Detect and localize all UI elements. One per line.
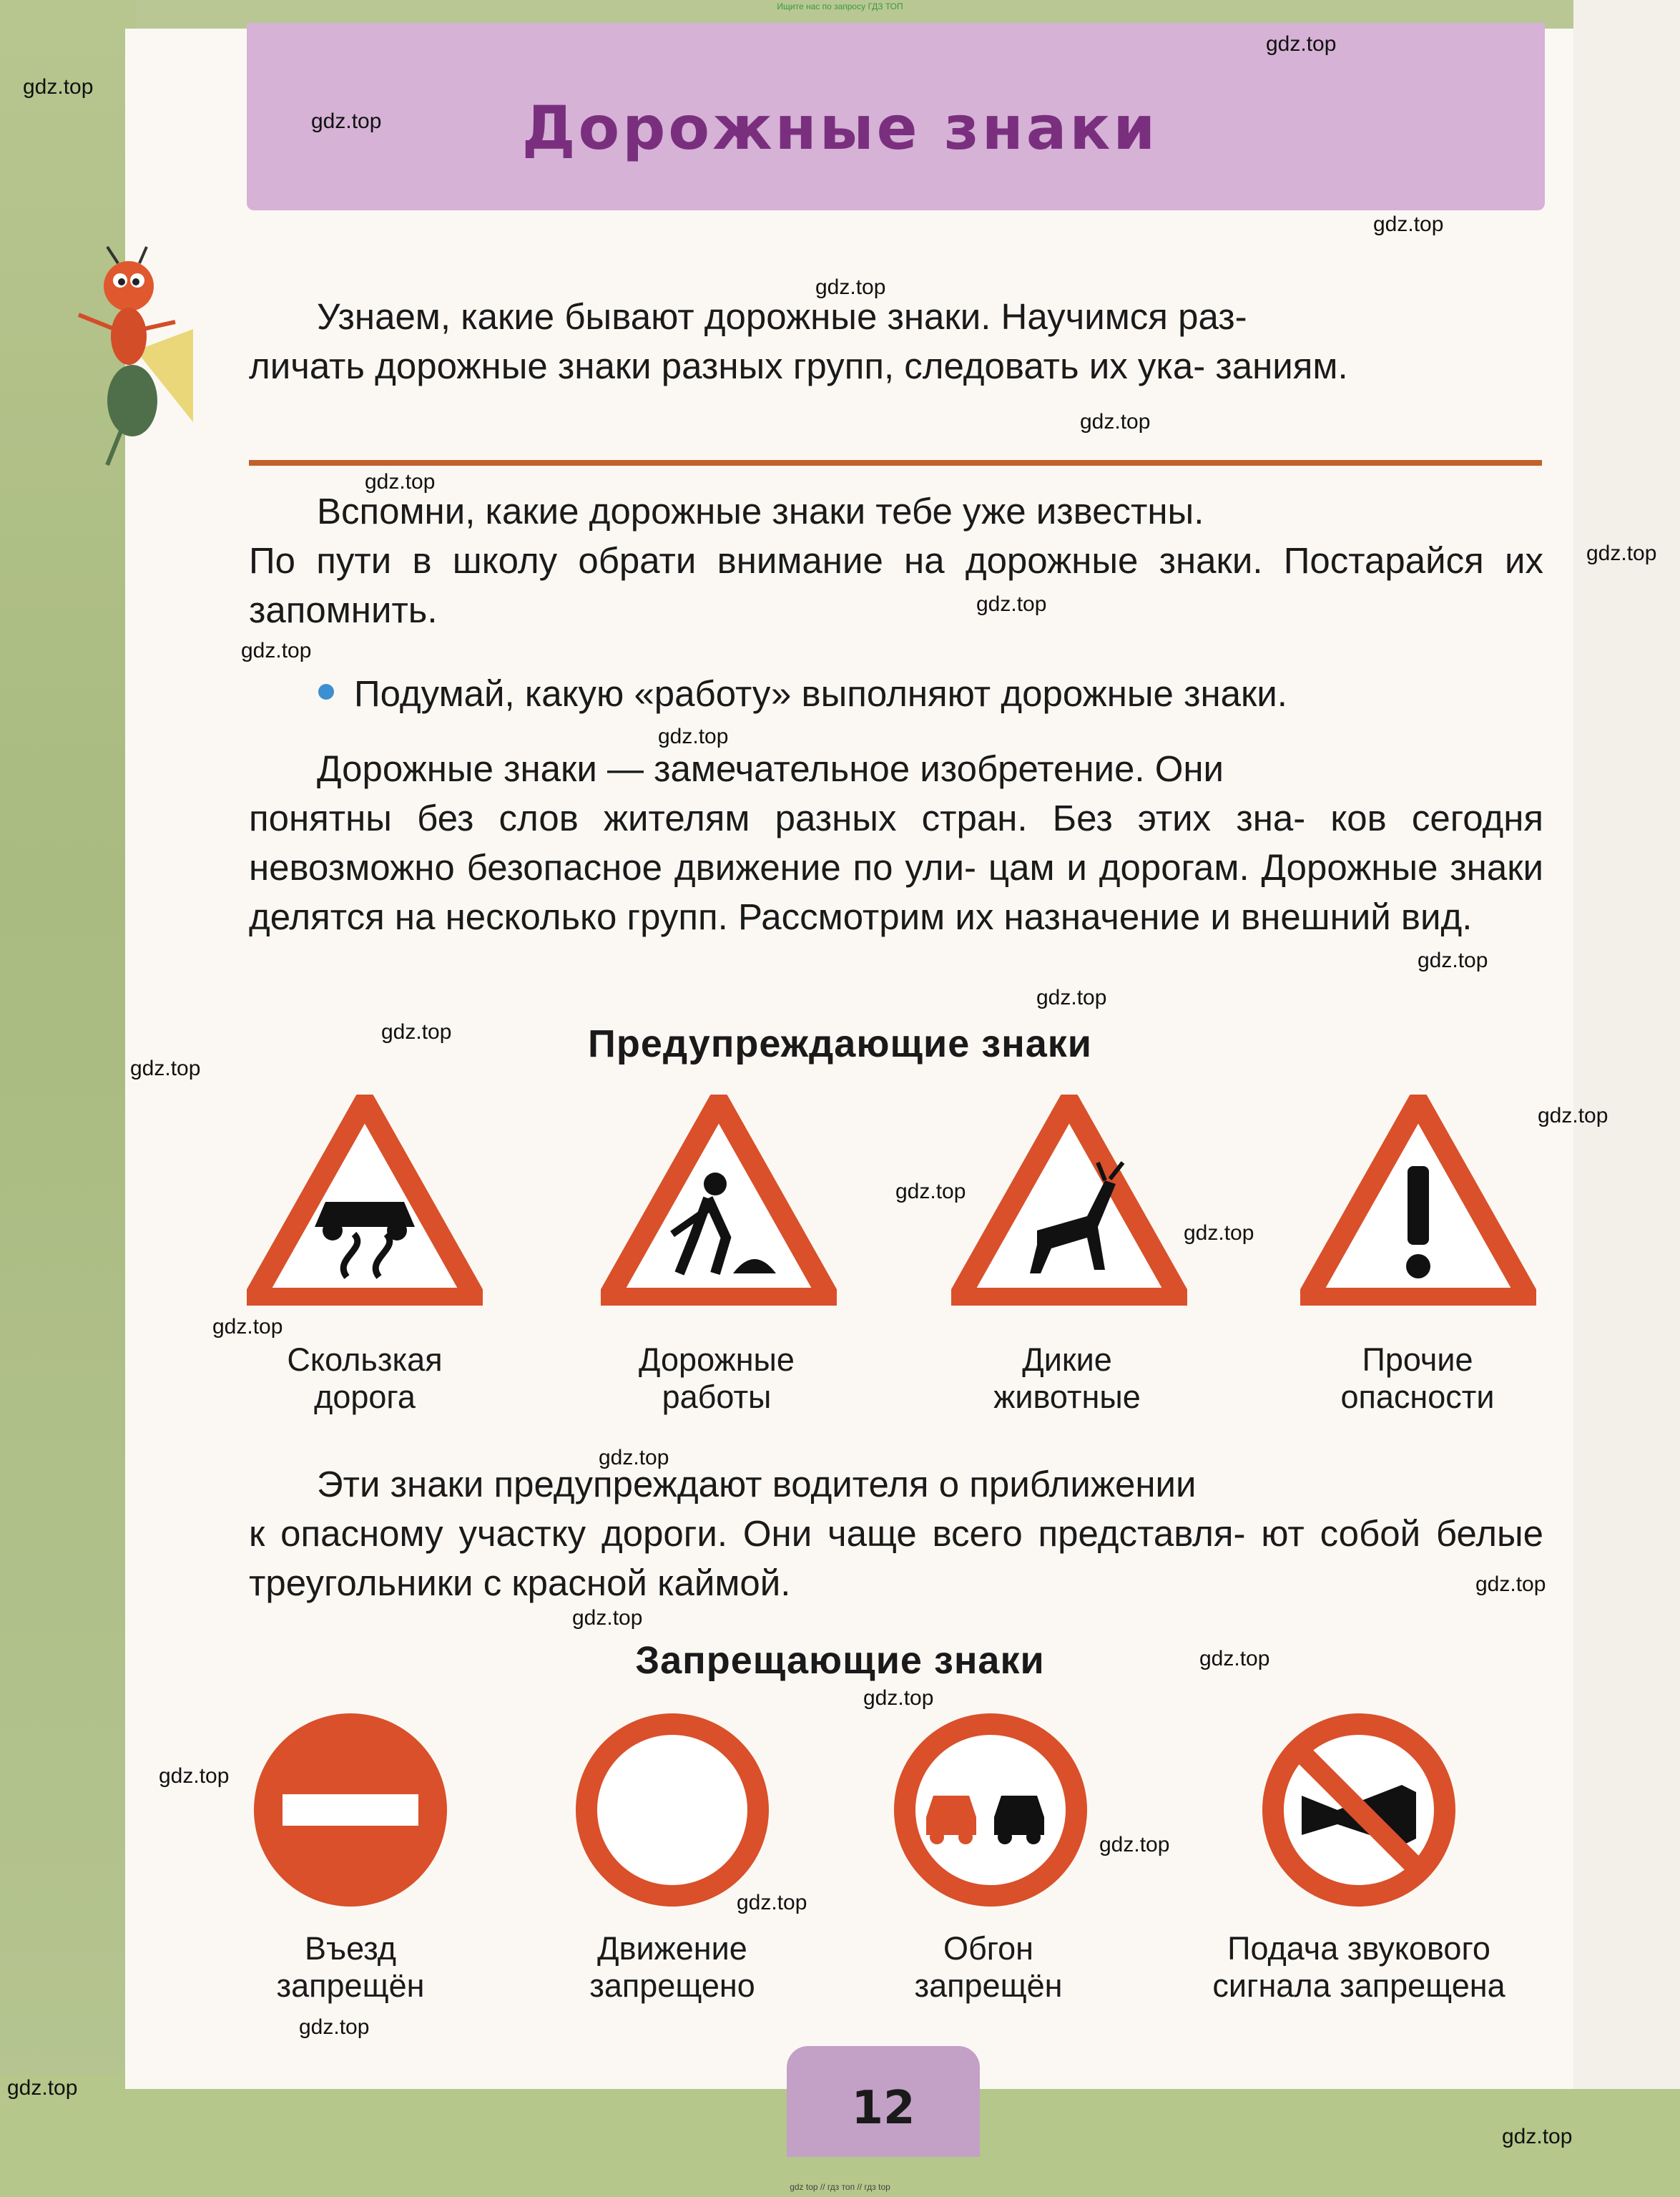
watermark: gdz.top <box>1184 1221 1254 1245</box>
watermark: gdz.top <box>159 1764 230 1788</box>
intro-paragraph: Узнаем, какие бывают дорожные знаки. Научимся раз- личать дорожные знаки разных групп, следовать их ука- заниям. <box>249 296 1348 386</box>
watermark: gdz.top <box>311 109 382 133</box>
watermark: gdz.top <box>1586 542 1657 565</box>
divider-rule <box>249 460 1542 466</box>
watermark: gdz.top <box>976 592 1047 616</box>
watermark: gdz.top <box>815 275 886 299</box>
watermark: gdz.top <box>1373 212 1444 236</box>
watermark: gdz.top <box>130 1057 201 1080</box>
slippery-road-icon <box>247 1095 483 1306</box>
wild-animals-icon <box>951 1095 1187 1306</box>
watermark: gdz.top <box>599 1446 669 1469</box>
watermark: gdz.top <box>1538 1104 1608 1127</box>
warning-section-title: Предупреждающие знаки <box>588 1022 1092 1065</box>
recall-paragraph: Вспомни, какие дорожные знаки тебе уже известны. По пути в школу обрати внимание на дорожные знаки. Постарайся их запомнить. <box>249 491 1543 630</box>
watermark: gdz.top <box>1080 410 1151 434</box>
watermark: gdz.top <box>572 1606 643 1630</box>
watermark: gdz.top <box>1475 1572 1546 1596</box>
watermark: gdz.top <box>1199 1647 1270 1670</box>
caption-no-entry: Въезд запрещён <box>276 1930 425 2004</box>
ant-mascot-illustration <box>50 243 193 472</box>
watermark: gdz.top <box>365 470 436 494</box>
watermark: gdz.top <box>241 639 312 662</box>
watermark: gdz.top <box>1036 986 1107 1009</box>
caption-wild-animals: Дикие животные <box>993 1341 1141 1415</box>
bottom-note: gdz top // гдз топ // гдз top <box>790 2182 890 2192</box>
exclamation-icon <box>1300 1095 1536 1306</box>
watermark: gdz.top <box>895 1180 966 1203</box>
caption-no-horn: Подача звукового сигнала запрещена <box>1212 1930 1505 2004</box>
watermark: gdz.top <box>212 1315 283 1339</box>
watermark: gdz.top <box>863 1686 934 1710</box>
watermark: gdz.top <box>1266 32 1337 56</box>
watermark: gdz.top <box>658 725 729 748</box>
explain-paragraph: Дорожные знаки — замечательное изобретение. Они понятны без слов жителям разных стран. Без этих зна- ков сегодня невозможно безопасное движение по ули- цам и дорогам. Дорожные знаки делятся на несколько групп. Рассмотрим их назначение и внешний вид. <box>249 748 1543 937</box>
caption-other-dangers: Прочие опасности <box>1340 1341 1495 1415</box>
watermark: gdz.top <box>1502 2125 1573 2148</box>
watermark: gdz.top <box>1418 949 1488 972</box>
caption-no-overtaking: Обгон запрещён <box>914 1930 1063 2004</box>
bullet-icon <box>318 684 334 700</box>
watermark: gdz.top <box>381 1020 452 1044</box>
road-works-icon <box>601 1095 837 1306</box>
no-overtaking-icon <box>890 1710 1091 1910</box>
watermark: gdz.top <box>23 75 94 99</box>
no-horn-icon <box>1259 1710 1459 1910</box>
watermark: gdz.top <box>737 1891 807 1914</box>
caption-road-works: Дорожные работы <box>639 1341 795 1415</box>
page-title: Дорожные знаки <box>521 93 1159 163</box>
prohibiting-section-title: Запрещающие знаки <box>635 1639 1045 1682</box>
no-traffic-icon <box>572 1710 772 1910</box>
page-number: 12 <box>851 2082 915 2135</box>
watermark: gdz.top <box>7 2076 78 2100</box>
caption-no-traffic: Движение запрещено <box>589 1930 755 2004</box>
top-note: Ищите нас по запросу ГДЗ ТОП <box>777 1 903 11</box>
watermark: gdz.top <box>1099 1833 1170 1856</box>
warning-description: Эти знаки предупреждают водителя о приближении к опасному участку дороги. Они чаще всего представля- ют собой белые треугольники с красной каймой. <box>249 1464 1543 1603</box>
caption-slippery-road: Скользкая дорога <box>287 1341 443 1415</box>
question-text: Подумай, какую «работу» выполняют дорожные знаки. <box>354 673 1287 714</box>
no-entry-icon <box>250 1710 451 1910</box>
watermark: gdz.top <box>299 2015 370 2039</box>
